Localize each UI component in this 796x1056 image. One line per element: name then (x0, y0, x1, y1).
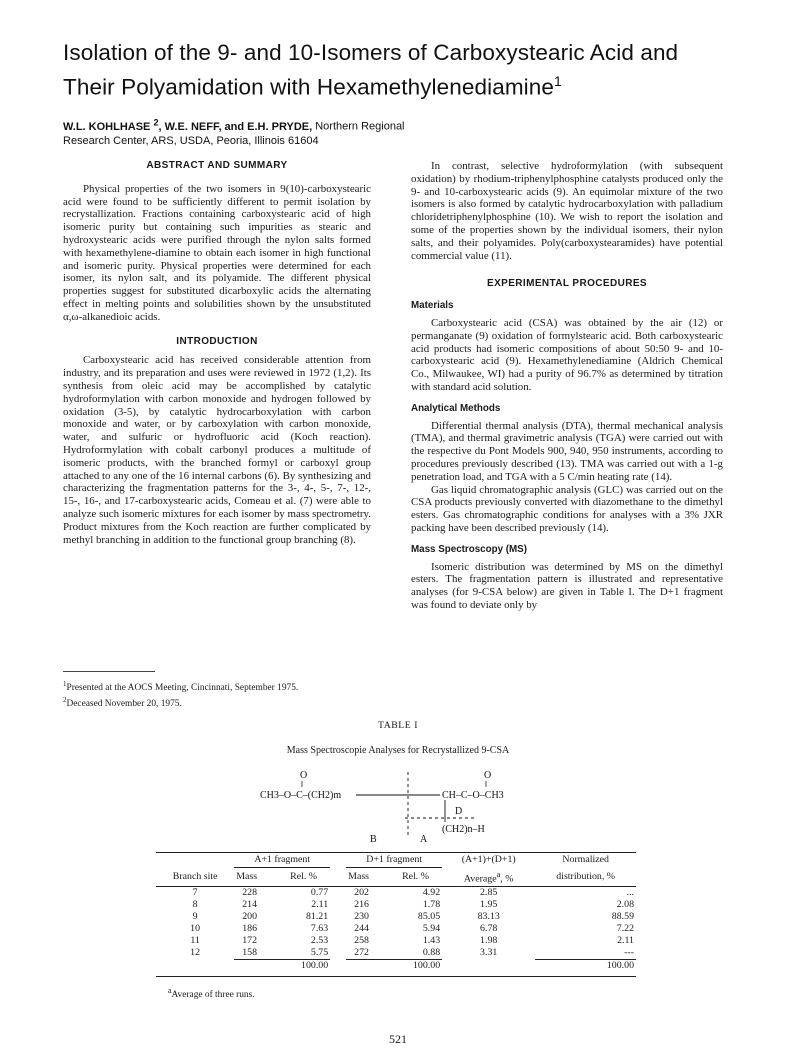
header-normalized: Normalized (562, 854, 609, 866)
distribution-cell: 2.08 (616, 898, 634, 910)
chain-formula: (CH2)n–H (442, 824, 485, 835)
rel-d-cell: 1.43 (422, 934, 441, 946)
rel-a-cell: 2.11 (311, 898, 329, 910)
experimental-heading: EXPERIMENTAL PROCEDURES (487, 278, 647, 290)
mass-d-cell: 272 (354, 946, 369, 958)
fragmentation-diagram (250, 768, 570, 848)
rel-a-cell: 7.63 (310, 922, 329, 934)
mass-d-cell: 258 (354, 934, 369, 946)
table-row (156, 886, 636, 899)
total-normalized: 100.00 (535, 959, 636, 972)
mass-a-cell: 228 (242, 886, 258, 898)
table-label: TABLE I (378, 720, 418, 731)
header-sum: (A+1)+(D+1) (461, 854, 516, 866)
mass-a-cell: 214 (242, 898, 258, 910)
average-cell: 6.78 (480, 922, 498, 934)
analytical-text-1: Differential thermal analysis (DTA), thermal mechanical analysis (TMA), and thermal gravimetric analysis (TGA) were carried out with the respective du Pont Models 900, 940, 950 instruments, according to procedures previously described (13). TMA was carried out with a 1-g penetration load, and TGA with a 5 C/min heating rate (14). (411, 419, 723, 483)
rel-d-cell: 0.88 (422, 946, 441, 958)
materials-heading: Materials (411, 300, 454, 312)
branch-site-cell: 11 (190, 934, 200, 946)
mass-spectroscopy-table (156, 852, 636, 977)
materials-text: Carboxystearic acid (CSA) was obtained by the air (12) or permanganate (9) oxidation of formylstearic acid. Both carboxystearic acid products had isomeric compositions of about 50:50 9- and 10-carboxystearic acid (9). Hexamethylenediamine (Aldrich Chemical Co., Milwaukee, WI) had a purity of 96.7% as determined by titration with standard acid solution. (411, 316, 723, 393)
col-mass-d: Mass (348, 870, 370, 882)
right-column (411, 160, 723, 612)
fragment-a-label: A (420, 834, 428, 845)
introduction-heading: INTRODUCTION (176, 335, 258, 347)
mass-spectroscopy-heading: Mass Spectroscopy (MS) (411, 543, 527, 555)
page-number: 521 (389, 1032, 407, 1046)
table-row (156, 911, 636, 923)
rel-d-cell: 1.78 (422, 898, 441, 910)
branch-site-cell: 9 (192, 910, 198, 922)
right-double-bond: ‖ (485, 780, 488, 789)
mass-a-cell: 158 (242, 946, 258, 958)
footnote-2: $^2$Deceased November 20, 1975. (63, 696, 182, 710)
branch-site-cell: 7 (192, 886, 198, 898)
average-cell: 2.85 (480, 886, 498, 898)
affiliation-line-2: Research Center, ARS, USDA, Peoria, Illinois 61604 (63, 134, 319, 147)
average-cell: 1.98 (480, 934, 498, 946)
table-row (156, 935, 636, 947)
mass-a-cell: 200 (242, 910, 258, 922)
col-mass-a: Mass (236, 870, 258, 882)
right-formula: CH–C–O–CH3 (442, 790, 504, 801)
title-footnote-mark: 1 (554, 73, 562, 89)
col-average: Average$^a$, % (463, 869, 514, 884)
rel-a-cell: 2.53 (310, 934, 329, 946)
mass-spectroscopy-text: Isomeric distribution was determined by MS on the dimethyl esters. The fragmentation pattern is illustrated and representative analyses (for 9-CSA below) are given in Table I. The D+1 fragment was found to deviate only by (411, 560, 723, 611)
col-rel-a: Rel. % (290, 870, 318, 882)
rel-d-cell: 4.92 (422, 886, 441, 898)
mass-d-cell: 216 (354, 898, 369, 910)
mass-d-cell: 202 (354, 886, 369, 898)
rel-d-cell: 85.05 (417, 910, 441, 922)
mass-a-cell: 172 (242, 934, 258, 946)
article-title (63, 38, 763, 102)
branch-site-cell: 12 (190, 947, 201, 959)
total-a: 100.00 (234, 959, 330, 972)
left-formula: CH3–O–C–(CH2)m (260, 790, 342, 801)
rel-a-cell: 5.75 (310, 946, 329, 958)
footnotes (63, 671, 373, 710)
footnote-1: $^1$Presented at the AOCS Meeting, Cincinnati, September 1975. (63, 680, 299, 694)
mass-a-cell: 186 (242, 922, 258, 934)
rel-d-cell: 5.94 (422, 922, 441, 934)
rel-a-cell: 81.21 (305, 910, 329, 922)
average-cell: 83.13 (477, 910, 500, 922)
title-line-2: Their Polyamidation with Hexamethylenediamine (63, 74, 554, 100)
left-column (63, 160, 371, 546)
distribution-cell: 2.11 (617, 934, 634, 946)
distribution-cell: --- (624, 946, 634, 958)
header-a-fragment: A+1 fragment (234, 853, 330, 868)
table-row (156, 947, 636, 960)
left-double-bond: ‖ (301, 780, 304, 789)
table-footnote: $^a$Average of three runs. (168, 986, 255, 1001)
table-row (156, 899, 636, 911)
distribution-cell: 7.22 (616, 922, 634, 934)
distribution-cell: ... (626, 886, 634, 898)
analytical-methods-heading: Analytical Methods (411, 402, 501, 414)
average-cell: 3.31 (480, 947, 498, 959)
author-block (63, 115, 703, 148)
table-caption: Mass Spectroscopie Analyses for Recrystallized 9-CSA (286, 745, 510, 756)
col-rel-d: Rel. % (402, 870, 429, 882)
mass-d-cell: 230 (354, 910, 369, 922)
affiliation-line-1: Northern Regional (312, 120, 405, 133)
table-row (156, 923, 636, 935)
author-footnote-mark: 2 (153, 117, 159, 127)
col-distribution: distribution, % (556, 870, 615, 882)
branch-site-cell: 8 (192, 898, 198, 910)
first-author: W.L. KOHLHASE (63, 120, 151, 133)
abstract-text: Physical properties of the two isomers in 9(10)-carboxystearic acid were found to be sufficiently different to permit isolation by recrystallization. Fractions containing carboxystearic acid of high isomeric purity but containing such impurities as stearic and hydroxystearic acids were purified through the nylon salts formed with hexamethylene-diamine to obtain each isomer in high functional and isomeric purity. Physical properties were determined for each isomer, its nylon salt, and its polyamide. The different physical properties suggest for substituted dicarboxylic acids the alternating effect in melting points and solubilities shown by the unsubstituted α,ω-alkanedioic acids. (63, 182, 371, 323)
fragment-b-label: B (370, 834, 377, 845)
right-carbonyl-oxygen: O (484, 770, 492, 781)
mass-d-cell: 244 (354, 922, 369, 934)
fragment-d-label: D (455, 806, 463, 817)
average-cell: 1.95 (480, 898, 498, 910)
co-authors: , W.E. NEFF, and E.H. PRYDE, (158, 120, 313, 133)
rel-a-cell: 0.77 (310, 886, 329, 898)
total-d: 100.00 (346, 959, 442, 972)
branch-site-cell: 10 (190, 922, 201, 934)
col-branch-site: Branch site (172, 870, 218, 882)
left-carbonyl-oxygen: O (300, 770, 308, 781)
abstract-heading: ABSTRACT AND SUMMARY (146, 160, 288, 171)
introduction-text: Carboxystearic acid has received considerable attention from industry, and its preparation and uses were reviewed in 1972 (1,2). Its synthesis from oleic acid may be accomplished by catalytic hydroformylation with carbon monoxide and hydrogen followed by oxidation (3-5), by catalytic hydrocarboxylation with carbon monoxide and water, or by carboxylation with carbon monoxide, water, and sulfuric or hydrofluoric acid (Koch reaction). Hydroformylation with cobalt carbonyl produces a multitude of isomeric products, with the branched formyl or carboxyl group attached to any one of the 16 internal carbons (6). By synthesizing and characterizing the fragmentation patterns for the 3-, 4-, 5-, 7-, 12-, 15-, 16-, and 17-carboxystearic acids, Comeau et al. (7) were able to analyze such isomeric mixtures for each isomer by mass spectrometry. Product mixtures from the Koch reaction are further complicated by methyl branching in addition to the functional group branching (8). (63, 354, 371, 546)
header-d-fragment: D+1 fragment (346, 853, 442, 868)
intro-continued-text: In contrast, selective hydroformylation (with subsequent oxidation) by rhodium-triphenylphosphine catalysts produced only the 9- and 10-carboxystearic acids (9). An equimolar mixture of the two isomers is also formed by catalytic hydrocarboxylation with palladium chloridetriphenylphosphine (10). We wish to report the isolation and some of the properties shown by the individual isomers, their nylon salts, and their polyamides. Poly(carboxystearamides) have potential commercial value (11). (411, 160, 723, 262)
distribution-cell: 88.59 (611, 910, 634, 922)
analytical-text-2: Gas liquid chromatographic analysis (GLC) was carried out on the CSA products previously converted with diazomethane to the dimethyl esters. Gas chromatographic conditions for analyses with a 3% JXR packing have been described previously (14). (411, 483, 723, 534)
title-line-1: Isolation of the 9- and 10-Isomers of Carboxystearic Acid and (63, 40, 679, 65)
